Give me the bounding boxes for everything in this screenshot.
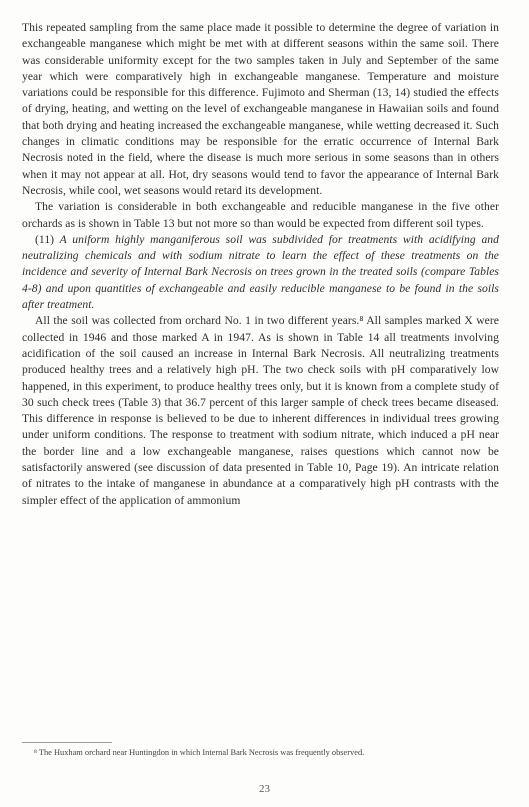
section-heading-text: A uniform highly manganiferous soil was subdivided for treatments with acidifying and neutralizing chemicals and with sodium nitrate to learn the effect of these treatments on the incidence and severity of Internal Bark Necrosis on trees grown in the treated soils (compare Tables 4-8) and upon quantities of exchangeable and easily reducible manganese to be found in the soils after treatment. [22,232,499,312]
footnote-divider [22,742,112,743]
section-heading-11 [22,232,499,313]
paragraph-table-13: The variation is considerable in both exchangeable and reducible manganese in the five other orchards as is shown in Table 13 but not more so than would be expected from different soil types. [22,200,499,230]
paragraph-seasonal-variation: This repeated sampling from the same place made it possible to determine the degree of variation in exchangeable manganese which might be met with at different seasons within the same soil. There was considerable uniformity except for the two samples taken in July and September of the same year which were comparatively high in exchangeable manganese. Temperature and moisture variations could be responsible for this difference. Fujimoto and Sherman (13, 14) studied the effects of drying, heating, and wetting on the level of exchangeable manganese in Hawaiian soils and found that both drying and heating increased the exchangeable manganese, while wetting decreased it. Such changes in climatic conditions may be responsible for the erratic occurrence of Internal Bark Necrosis noted in the field, where the disease is much more serious in some seasons than in others when it may not appear at all. Hot, dry seasons would tend to favor the appearance of Internal Bark Necrosis, while cool, wet seasons would retard its development. [22,21,499,197]
body-text [22,20,499,509]
paragraph-table-14: All the soil was collected from orchard No. 1 in two different years.⁸ All samples marked X were collected in 1946 and those marked A in 1947. As is shown in Table 14 all treatments involving acidification of the soil caused an increase in Internal Bark Necrosis. All neutralizing treatments produced healthy trees and a relatively high pH. The two check soils with pH comparatively low happened, in this experiment, to produce healthy trees only, but it is known from a complete study of 30 such check trees (Table 3) that 36.7 percent of this larger sample of check trees became diseased. This difference in response is believed to be due to inherent differences in individual trees growing under uniform conditions. The response to treatment with sodium nitrate, which induced a pH near the border line and a low exchangeable manganese, raises questions which cannot now be satisfactorily answered (see discussion of data presented in Table 10, Page 19). An intricate relation of nitrates to the intake of manganese in abundance at a comparatively high pH contrasts with the simpler effect of the application of ammonium [22,314,499,507]
footnote: ⁸ The Huxham orchard near Huntingdon in which Internal Bark Necrosis was frequently observed. [34,748,365,757]
page-number: 23 [259,783,270,795]
section-number: (11) [35,232,55,246]
